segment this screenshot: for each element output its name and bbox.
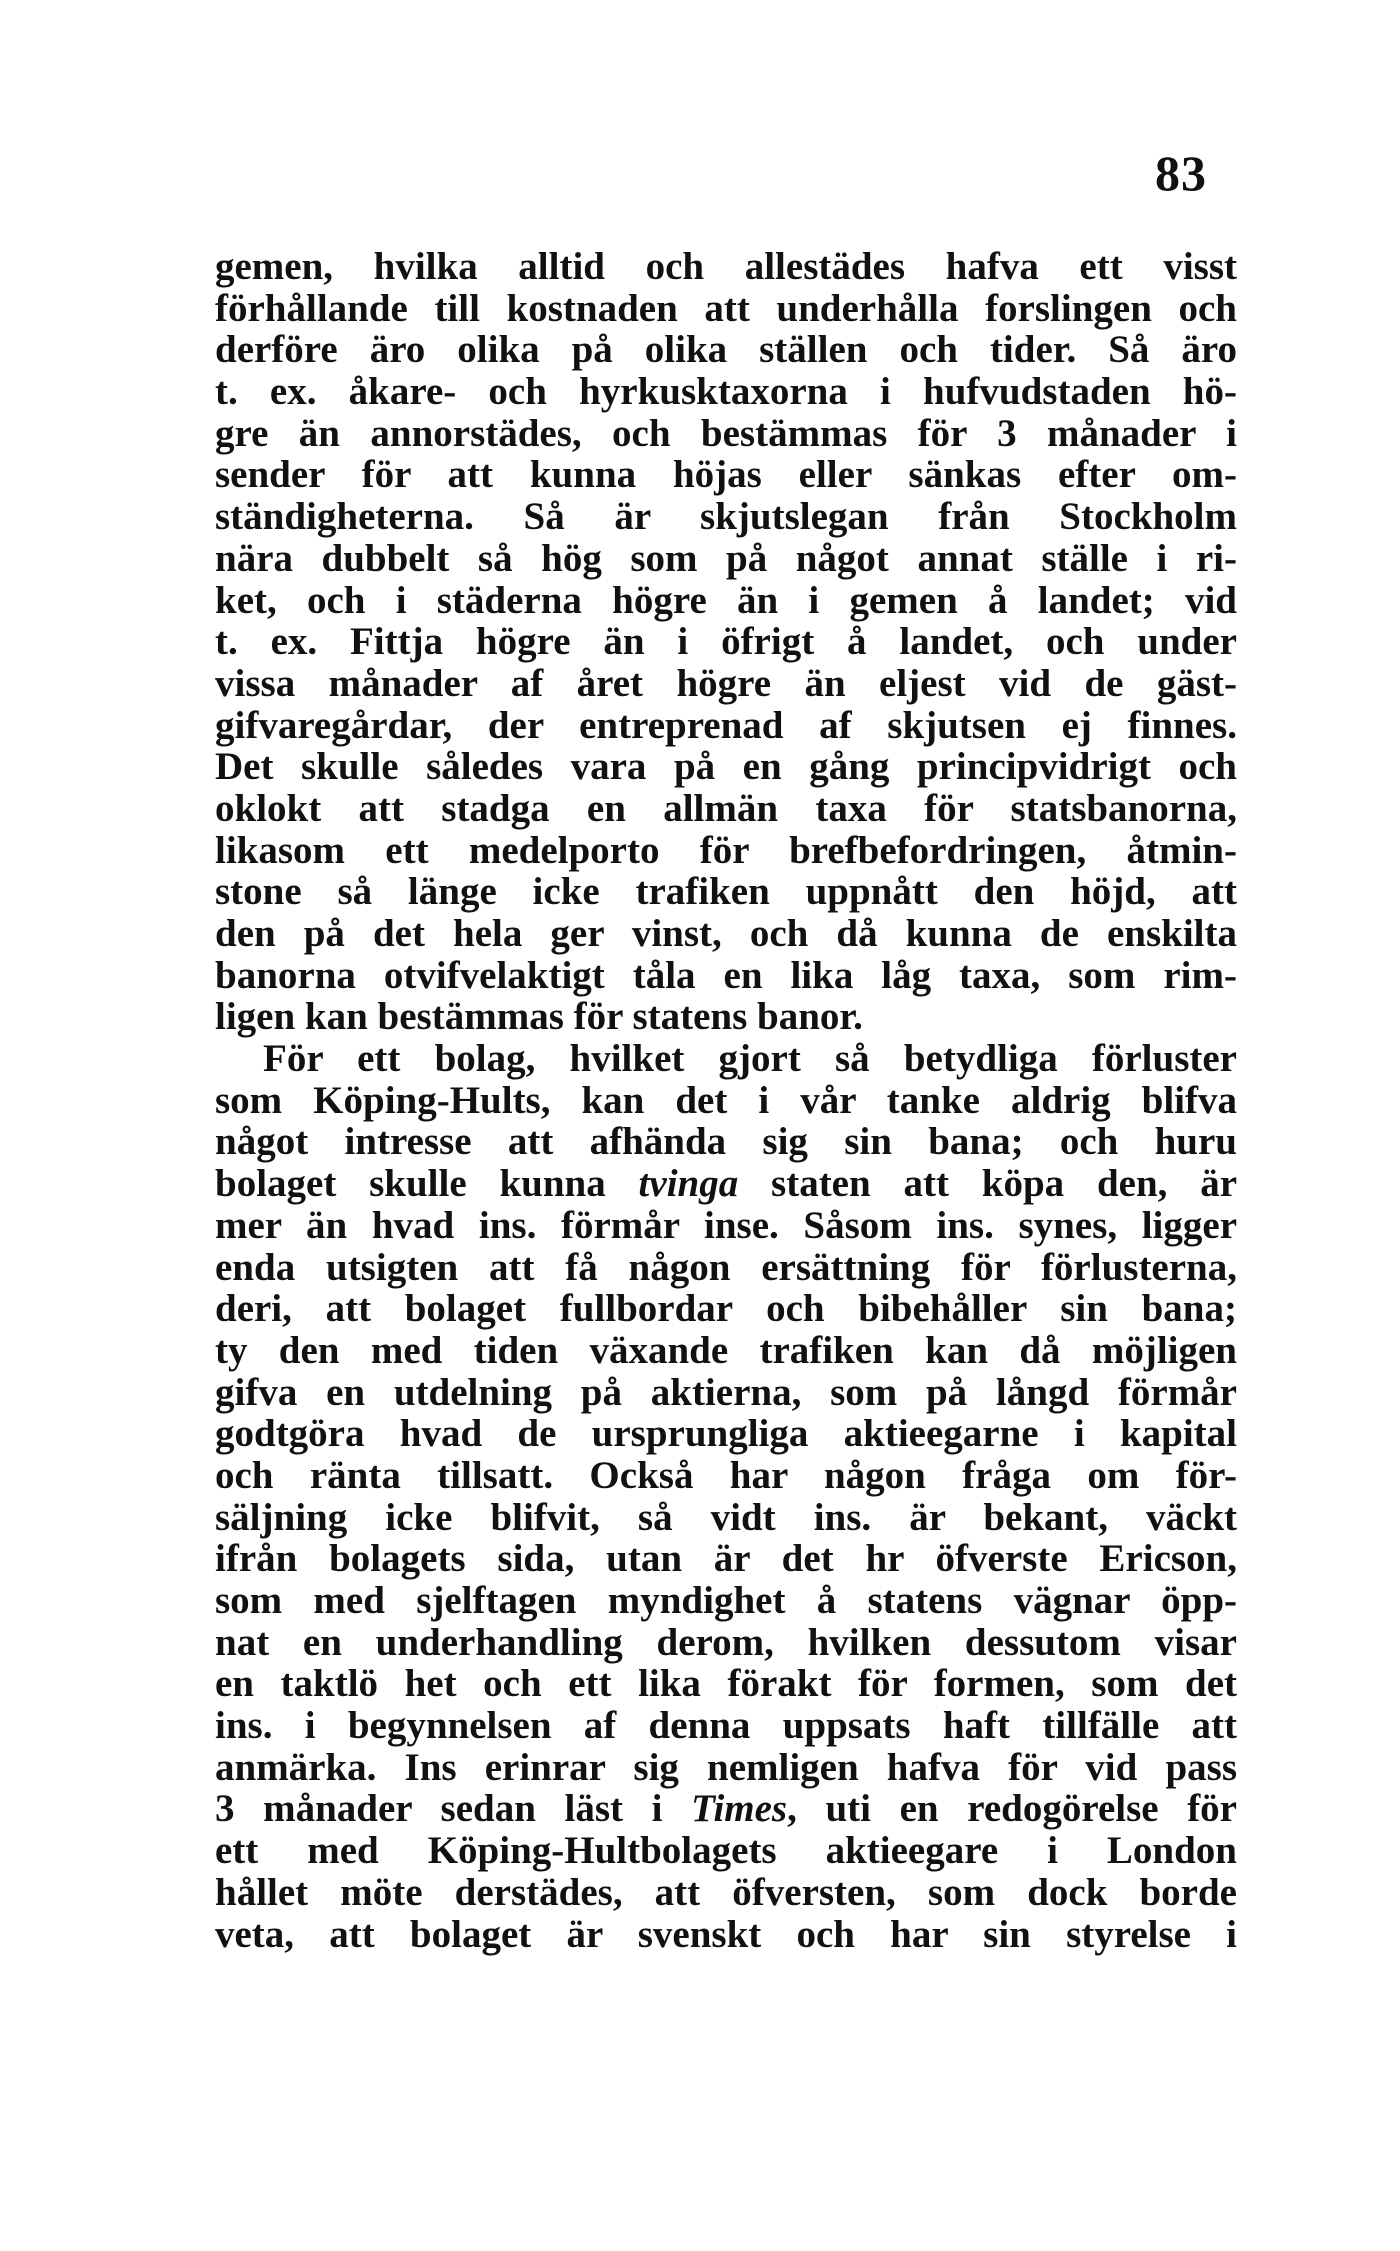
text-line-23-end: staten att köpa den, är <box>738 1162 1237 1206</box>
text-line-25: enda utsigten att få någon ersättning för förlusterna, <box>215 1245 1237 1289</box>
italic-word-times: Times <box>691 1787 788 1831</box>
text-line-2: förhållande till kostnaden att underhålla forslingen och <box>215 286 1237 330</box>
text-line-41: veta, att bolaget är svenskt och har sin styrelse i <box>215 1912 1237 1956</box>
text-line-14: oklokt att stadga en allmän taxa för statsbanorna, <box>215 786 1237 830</box>
text-line-22: något intresse att afhända sig sin bana; och huru <box>215 1120 1237 1164</box>
text-line-28: gifva en utdelning på aktierna, som på långd förmår <box>215 1370 1237 1414</box>
text-line-34: nat en underhandling derom, hvilken dessutom visar <box>215 1620 1237 1664</box>
text-line-6: sender för att kunna höjas eller sänkas efter om- <box>215 453 1237 497</box>
text-line-24: mer än hvad ins. förmår inse. Såsom ins. synes, ligger <box>215 1203 1237 1247</box>
text-line-16: stone så länge icke trafiken uppnått den höjd, att <box>215 870 1237 914</box>
text-line-11: vissa månader af året högre än eljest vid de gäst- <box>215 661 1237 705</box>
text-line-17: den på det hela ger vinst, och då kunna de enskilta <box>215 912 1237 955</box>
text-line-8: nära dubbelt så hög som på något annat ställe i ri- <box>215 536 1237 580</box>
text-line-38-end: , uti en redogörelse för <box>787 1787 1237 1831</box>
text-line-23-start: bolaget skulle kunna <box>215 1162 639 1206</box>
text-line-9: ket, och i städerna högre än i gemen å landet; vid <box>215 578 1237 622</box>
text-line-19: ligen kan bestämmas för statens banor. <box>215 995 863 1039</box>
text-line-5: gre än annorstädes, och bestämmas för 3 månader i <box>215 411 1237 455</box>
text-line-20: För ett bolag, hvilket gjort så betydliga förluster <box>263 1037 1237 1081</box>
text-line-3: derföre äro olika på olika ställen och tider. Så äro <box>215 328 1237 372</box>
body-text <box>215 246 1237 1955</box>
text-line-23 <box>215 1163 1237 1205</box>
text-line-38-start: 3 månader sedan läst i <box>215 1787 692 1831</box>
text-line-31: säljning icke blifvit, så vidt ins. är bekant, väckt <box>215 1495 1237 1539</box>
text-line-30: och ränta tillsatt. Också har någon fråga om för- <box>215 1453 1237 1497</box>
text-line-38 <box>215 1788 1237 1830</box>
text-line-29: godtgöra hvad de ursprungliga aktieegarne i kapital <box>215 1412 1237 1456</box>
text-line-10: t. ex. Fittja högre än i öfrigt å landet, och under <box>215 620 1237 664</box>
text-line-21: som Köping-Hults, kan det i vår tanke aldrig blifva <box>215 1078 1237 1122</box>
text-line-39: ett med Köping-Hultbolagets aktieegare i London <box>215 1829 1237 1873</box>
text-line-37: anmärka. Ins erinrar sig nemligen hafva för vid pass <box>215 1745 1237 1789</box>
text-line-7: ständigheterna. Så är skjutslegan från Stockholm <box>215 495 1237 539</box>
text-line-15: likasom ett medelporto för brefbefordringen, åtmin- <box>215 828 1237 872</box>
text-line-40: hållet möte derstädes, att öfversten, som dock borde <box>215 1870 1237 1914</box>
text-line-36: ins. i begynnelsen af denna uppsats haft tillfälle att <box>215 1704 1237 1748</box>
text-line-27: ty den med tiden växande trafiken kan då möjligen <box>215 1328 1237 1372</box>
text-line-26: deri, att bolaget fullbordar och bibehåller sin bana; <box>215 1287 1237 1331</box>
text-line-12: gifvaregårdar, der entreprenad af skjutsen ej finnes. <box>215 703 1237 747</box>
text-line-1: gemen, hvilka alltid och allestädes hafva ett visst <box>215 245 1237 288</box>
text-line-32: ifrån bolagets sida, utan är det hr öfverste Ericson, <box>215 1537 1237 1581</box>
text-line-13: Det skulle således vara på en gång principvidrigt och <box>215 745 1237 789</box>
italic-word-tvinga: tvinga <box>638 1162 739 1206</box>
text-line-35: en taktlö het och ett lika förakt för formen, som det <box>215 1662 1237 1706</box>
page-number: 83 <box>1155 145 1207 201</box>
text-line-33: som med sjelftagen myndighet å statens vägnar öpp- <box>215 1579 1237 1622</box>
text-line-18: banorna otvifvelaktigt tåla en lika låg taxa, som rim- <box>215 953 1237 997</box>
text-line-4: t. ex. åkare- och hyrkusktaxorna i hufvudstaden hö- <box>215 370 1237 414</box>
